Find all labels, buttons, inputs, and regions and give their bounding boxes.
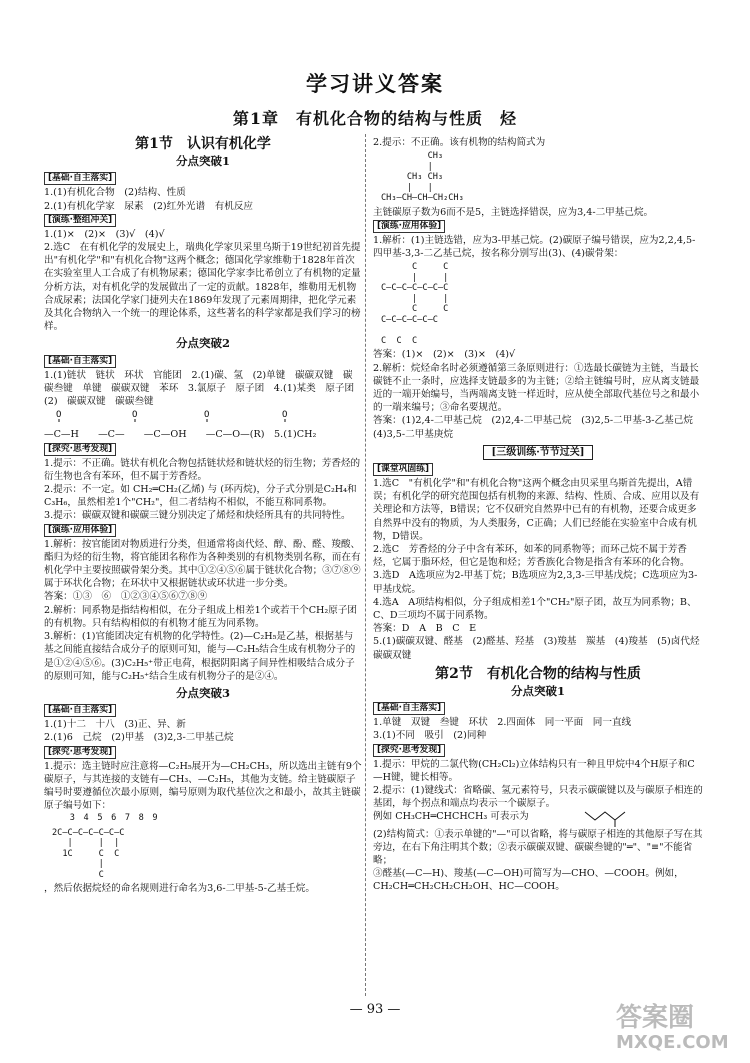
subsection-heading: 分点突破1 — [175, 154, 230, 169]
answer-line: 答案：(1)× (2)× (3)× (4)√ — [373, 349, 516, 361]
subsection-heading: 分点突破2 — [175, 336, 230, 351]
block-header: [演练·应用体验] — [44, 524, 116, 537]
answer-paragraph: 2.提示：不一定。如 CH₂═CH₂(乙烯) 与 (环丙烷)，分子式分别是C₂H₄和C₃H₆，虽然相差1个"CH₂"，但二者结构不相似，不能互称同系物。 — [44, 484, 357, 509]
answer-line: 例如 CH₃CH═CHCHCH₃ 可表示为 — [373, 811, 529, 823]
left-column — [44, 136, 362, 895]
svg-text:O: O — [282, 410, 288, 421]
answer-paragraph: 答案：(1)2,4-二甲基己烷 (2)2,4-二甲基己烷 (3)2,5-二甲基-3-乙基己烷 (4)3,5-二甲基庚烷 — [373, 415, 703, 440]
answer-line: —C—H —C— —C—OH —C—O—(R) 5.(1)CH₂ — [44, 429, 317, 441]
block-header: [探究·思考发现] — [44, 746, 116, 759]
practice-box-header: [三级训练·节节过关] — [373, 445, 703, 460]
watermark-url: MXQE.COM — [616, 1032, 729, 1053]
answer-paragraph: ③醛基(—C—H)、羧基(—C—OH)可简写为—CHO、—COOH。例如，CH₂CH═CH₂CH₂CH₂OH、HC—COOH。 — [373, 868, 684, 893]
column-divider — [365, 134, 366, 996]
block-header: [基础·自主落实] — [373, 702, 445, 715]
watermark-logo — [616, 1004, 736, 1056]
answer-line: 3.(1)不同 吸引 (2)同种 — [373, 730, 487, 742]
structural-formula: CH₃ | CH₃ CH₃ | | CH₃—CH—CH—CH₂CH₃ — [381, 151, 464, 204]
answer-paragraph: 3.解析：(1)官能团决定有机物的化学特性。(2)—C₂H₅是乙基，根据基与基之间能直接结合成分子的原则可知，能与—C₂H₅结合生成有机物分子的是①②④⑤⑥。(3)C₂H₅⁺带正电荷，根据阴阳离子间异性相吸结合成分子的原则可知，能与C₂H₅⁺结合生成有机物分子的是②④。 — [44, 631, 356, 682]
answer-line: 1.单键 双键 叁键 环状 2.四面体 同一平面 同一直线 — [373, 717, 632, 729]
answer-paragraph: 3.选D A选项应为2-甲基丁烷；B选项应为2,3,3-三甲基戊烷；C选项应为3-甲基戊烷。 — [373, 570, 698, 595]
answer-paragraph: ，然后依据烷烃的命名规则进行命名为3,6-二甲基-5-乙基壬烷。 — [44, 883, 315, 895]
block-header: [探究·思考发现] — [373, 744, 445, 757]
answer-paragraph: 5.(1)碳碳双键、醛基 (2)醛基、羟基 (3)羧基 羰基 (4)羧基 (5)卤代烃 碳碳双键 — [373, 636, 710, 661]
answer-paragraph: (2)结构简式：①表示单键的"—"可以省略，将与碳原子相连的其他原子写在其旁边，在右下角注明其个数；②表示碳碳双键、碳碳叁键的"═"、"≡"不能省略； — [373, 828, 703, 867]
answer-paragraph: 1.提示：选主链时应注意将—C₂H₅展开为—CH₂CH₃，所以选出主链有9个碳原子，与其连接的支链有—CH₃、—C₂H₅，其他为支链。给主链碳原子编号时要遵循位次最小原则，编号原则为取代基位次之和最小，故其主链碳原子编号如下： — [44, 760, 362, 812]
answer-paragraph: 3.提示：碳碳双键和碳碳三键分别决定了烯烃和炔烃所具有的共同特性。 — [44, 510, 351, 522]
block-header: [课堂巩固练] — [373, 463, 433, 476]
answer-line: 2.(1)6 己烷 (2)甲基 (3)2,3-二甲基己烷 — [44, 732, 234, 744]
answer-paragraph: 2.选C 芳香烃的分子中含有苯环，如苯的同系物等；而环己烷不属于芳香烃，它属于脂环烃，但它是饱和烃；芳香族化合物是指含有苯环的化合物。 — [373, 543, 690, 569]
subsection-heading: 分点突破3 — [175, 685, 230, 700]
svg-text:O: O — [56, 410, 62, 421]
zigzag-skeletal-figure — [583, 806, 631, 828]
carbon-chain-structure: 2C—C—C—C—C—C—C | | | 1C C C | C — [52, 827, 125, 880]
answer-line: 答案：D A B C E — [373, 623, 477, 635]
block-header: [基础·自主落实] — [44, 704, 116, 717]
answer-paragraph: 2.解析：同系物是指结构相似，在分子组成上相差1个或若干个CH₂原子团的有机物。只有结构相似的有机物才能互为同系物。 — [44, 604, 358, 629]
answer-line: 2.提示：不正确。该有机物的结构简式为 — [373, 137, 546, 148]
answer-line: 1.(1)× (2)× (3)√ (4)√ — [44, 228, 165, 240]
answer-line: 1.(1)十二 十八 (3)正、异、新 — [44, 719, 186, 731]
svg-text:O: O — [204, 410, 210, 421]
answer-line: 2.(1)有机化学家 尿素 (2)红外光谱 有机反应 — [44, 200, 254, 212]
section-title: 第2节 有机化合物的结构与性质 — [435, 665, 641, 682]
page-title: 学习讲义答案 — [306, 71, 444, 96]
answer-paragraph: 4.选A A项结构相似，分子组成相差1个"CH₂"原子团，故互为同系物；B、C、D三项均不属于同系物。 — [373, 596, 697, 621]
answer-paragraph: 1.提示：甲烷的二氯代物(CH₂Cl₂)立体结构只有一种且甲烷中4个H原子和C—H键，键长相等。 — [373, 758, 695, 783]
section-title: 第1节 认识有机化学 — [135, 136, 271, 152]
answer-paragraph: 1.解析：(1)主链选错，应为3-甲基己烷。(2)碳原子编号错误，应为2,2,4,5-四甲基-3,3-二乙基己烷，按名称分别写出(3)、(4)碳骨架： — [373, 234, 696, 260]
subsection-heading: 分点突破1 — [510, 683, 565, 698]
carbon-skeleton-figure: C C | | C—C—C—C—C—C—C | | C C C—C—C—C—C—C C C C — [381, 262, 449, 346]
chapter-title: 第1章 有机化合物的结构与性质 烃 — [232, 109, 518, 128]
answer-paragraph: 1.选C "有机化学"和"有机化合物"这两个概念由贝采里乌斯首先提出，A错误；有机化学的研究范围包括有机物的来源、结构、性质、合成、应用以及有关理论和方法等，B错误；它不仅研究自然界中已有的有机物，还要合成更多自然界中没有的物质，为人类服务，C正确；人们已经能在实验室中合成有机物，D错误。 — [373, 477, 700, 542]
block-header: [基础·自主落实] — [44, 172, 116, 185]
answer-paragraph: 主链碳原子数为6而不是5，主链选择错误，应为3,4-二甲基己烷。 — [373, 206, 654, 218]
answer-paragraph: 1.(1)链状 链状 环状 官能团 2.(1)碳、氢 (2)单键 碳碳双键 碳碳叁键 单键 碳碳双键 苯环 3.氯原子 原子团 4.(1)某类 原子团 (2) 碳碳双键 碳碳叁键 — [44, 369, 364, 408]
block-header: [演练·整组冲关] — [44, 214, 116, 227]
functional-group-structures — [44, 408, 362, 441]
skeletal-formula-example — [373, 810, 703, 823]
page-number: — 93 — — [349, 1002, 401, 1017]
block-header: [探究·思考发现] — [44, 443, 116, 456]
block-header: [演练·应用体验] — [373, 220, 445, 233]
right-column — [373, 136, 710, 894]
answer-paragraph: 1.提示：不正确。链状有机化合物包括链状烃和链状烃的衍生物；芳香烃的衍生物也含有苯环，但不属于芳香烃。 — [44, 457, 361, 482]
answer-paragraph: 2.解析：烷烃命名时必须遵循第三条原则进行：①选最长碳链为主链，当最长碳链不止一条时，应选择支链最多的为主链；②给主链编号时，应从离支链最近的一端开始编号，当两端离支链一样近时，应从使全部取代基位号之和最小的一端来编号；③命名要规范。 — [373, 362, 700, 414]
answer-paragraph: 2.提示：(1)键线式：省略碳、氢元素符号，只表示碳碳键以及与碳原子相连的基团，每个拐点和端点均表示一个碳原子。 — [373, 785, 703, 810]
answer-line: 1.(1)有机化合物 (2)结构、性质 — [44, 187, 186, 199]
svg-text:O: O — [132, 410, 138, 421]
block-header: [基础·自主落实] — [44, 355, 116, 368]
answer-paragraph: 2.选C 在有机化学的发展史上，瑞典化学家贝采里乌斯于19世纪初首先提出"有机化学"和"有机化合物"这两个概念；德国化学家维勒于1828年首次在实验室里人工合成了有机物尿素；德国化学家李比希创立了有机物的定量分析方法，对有机化学的发展做出了一定的贡献。1828年，维勒用无机物合成尿素；法国化学家门捷列夫在1869年发现了元素周期律，把化学元素及其化合物纳入一个统一的理论体系，这些著名的科学家都是我们学习的榜样。 — [44, 242, 361, 333]
numbering-line: 3 4 5 6 7 8 9 — [44, 813, 158, 824]
watermark-text: 答案圈 — [616, 1003, 695, 1033]
answer-paragraph: 1.解析：按官能团对物质进行分类，但通常将卤代烃、醇、酚、醛、羧酸、酯归为烃的衍生物，将官能团名称作为各种类别的有机物类别名称，而在有机化学中主要按照碳骨架分类。其中①②④⑤⑥属于链状化合物；③⑦⑧⑨属于环状化合物；在环状中又根据链状或环状进一步分类。 — [44, 538, 361, 590]
answer-line: 答案：①③ ⑥ ①②③④⑤⑥⑦⑧⑨ — [44, 591, 208, 603]
